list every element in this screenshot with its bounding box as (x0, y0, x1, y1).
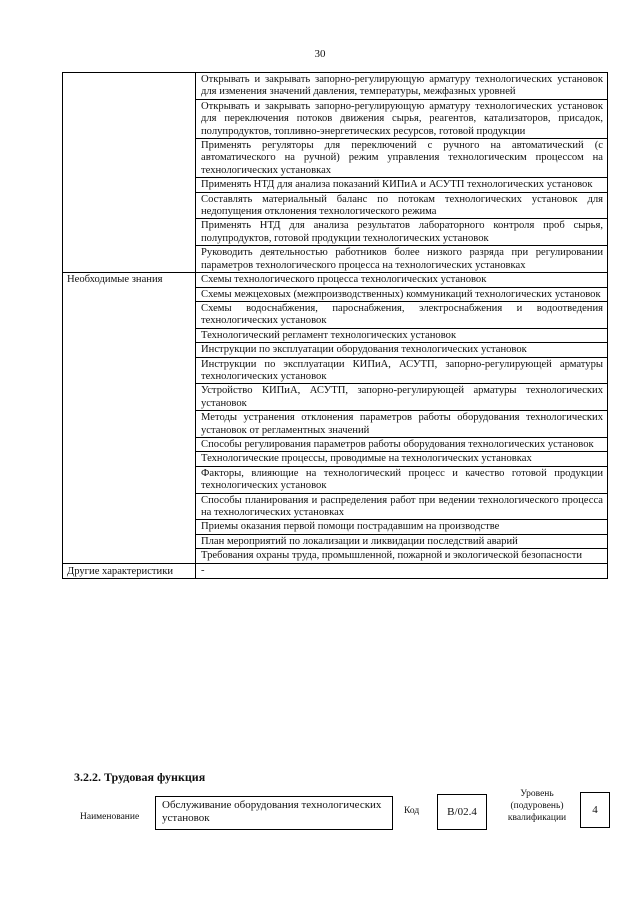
skill-item: Применять НТД для анализа показаний КИПиА и АСУТП технологических установок (196, 178, 608, 192)
knowledge-item: Способы регулирования параметров работы оборудования технологических установок (196, 437, 608, 451)
knowledge-item: Требования охраны труда, промышленной, пожарной и экологической безопасности (196, 549, 608, 563)
table-row (63, 273, 608, 287)
function-name-label: Наименование (80, 812, 140, 822)
function-name-value: Обслуживание оборудования технологических установок (155, 796, 393, 830)
function-code-label: Код (404, 806, 420, 816)
requirements-table (62, 72, 608, 579)
skill-item: Открывать и закрывать запорно-регулирующую арматуру технологических установок для переключения потоков движения сырья, реагентов, катализаторов, присадок, полупродуктов, топливно-энергетических ресурсов, готовой продукции (196, 99, 608, 138)
knowledge-item: Факторы, влияющие на технологический процесс и качество готовой продукции технологических установок (196, 466, 608, 493)
section-title: 3.2.2. Трудовая функция (74, 770, 206, 784)
knowledge-item: Методы устранения отклонения параметров работы оборудования технологических установок от регламентных значений (196, 411, 608, 438)
page-number: 30 (314, 48, 326, 60)
knowledge-item: Схемы водоснабжения, пароснабжения, электроснабжения и водоотведения технологических установок (196, 301, 608, 328)
knowledge-item: Инструкции по эксплуатации КИПиА, АСУТП, запорно-регулирующей арматуры технологических установок (196, 357, 608, 384)
other-characteristics-value: - (196, 563, 608, 578)
skill-item: Применять регуляторы для переключений с ручного на автоматический (с автоматического на ручной) режим управления технологическим процессом на технологических установках (196, 139, 608, 178)
knowledge-item: План мероприятий по локализации и ликвидации последствий аварий (196, 534, 608, 548)
skill-item: Применять НТД для анализа результатов лабораторного контроля проб сырья, полупродуктов, готовой продукции технологических установок (196, 219, 608, 246)
table-row (63, 73, 608, 100)
knowledge-item: Инструкции по эксплуатации оборудования технологических установок (196, 343, 608, 357)
knowledge-item: Способы планирования и распределения работ при ведении технологического процесса на технологических установках (196, 493, 608, 520)
knowledge-item: Устройство КИПиА, АСУТП, запорно-регулирующей арматуры технологических установок (196, 384, 608, 411)
function-code-value: B/02.4 (437, 794, 487, 830)
qualification-level-value: 4 (580, 792, 610, 828)
knowledge-label: Необходимые знания (63, 273, 196, 564)
skill-item: Руководить деятельностью работников более низкого разряда при регулировании параметров технологического процесса на технологических установках (196, 246, 608, 273)
knowledge-item: Технологические процессы, проводимые на технологических установках (196, 452, 608, 466)
knowledge-item: Схемы межцеховых (межпроизводственных) коммуникаций технологических установок (196, 287, 608, 301)
other-characteristics-label: Другие характеристики (63, 563, 196, 578)
qualification-level-label: Уровень (подуровень) квалификации (507, 789, 567, 823)
skills-label-cell (63, 73, 196, 273)
knowledge-item: Схемы технологического процесса технологических установок (196, 273, 608, 287)
knowledge-item: Технологический регламент технологических установок (196, 328, 608, 342)
knowledge-item: Приемы оказания первой помощи пострадавшим на производстве (196, 520, 608, 534)
skill-item: Составлять материальный баланс по потокам технологических установок для недопущения отклонения технологического режима (196, 192, 608, 219)
table-row (63, 563, 608, 578)
skill-item: Открывать и закрывать запорно-регулирующую арматуру технологических установок для изменения значений давления, температуры, межфазных уровней (196, 73, 608, 100)
labor-function-header (0, 786, 640, 836)
